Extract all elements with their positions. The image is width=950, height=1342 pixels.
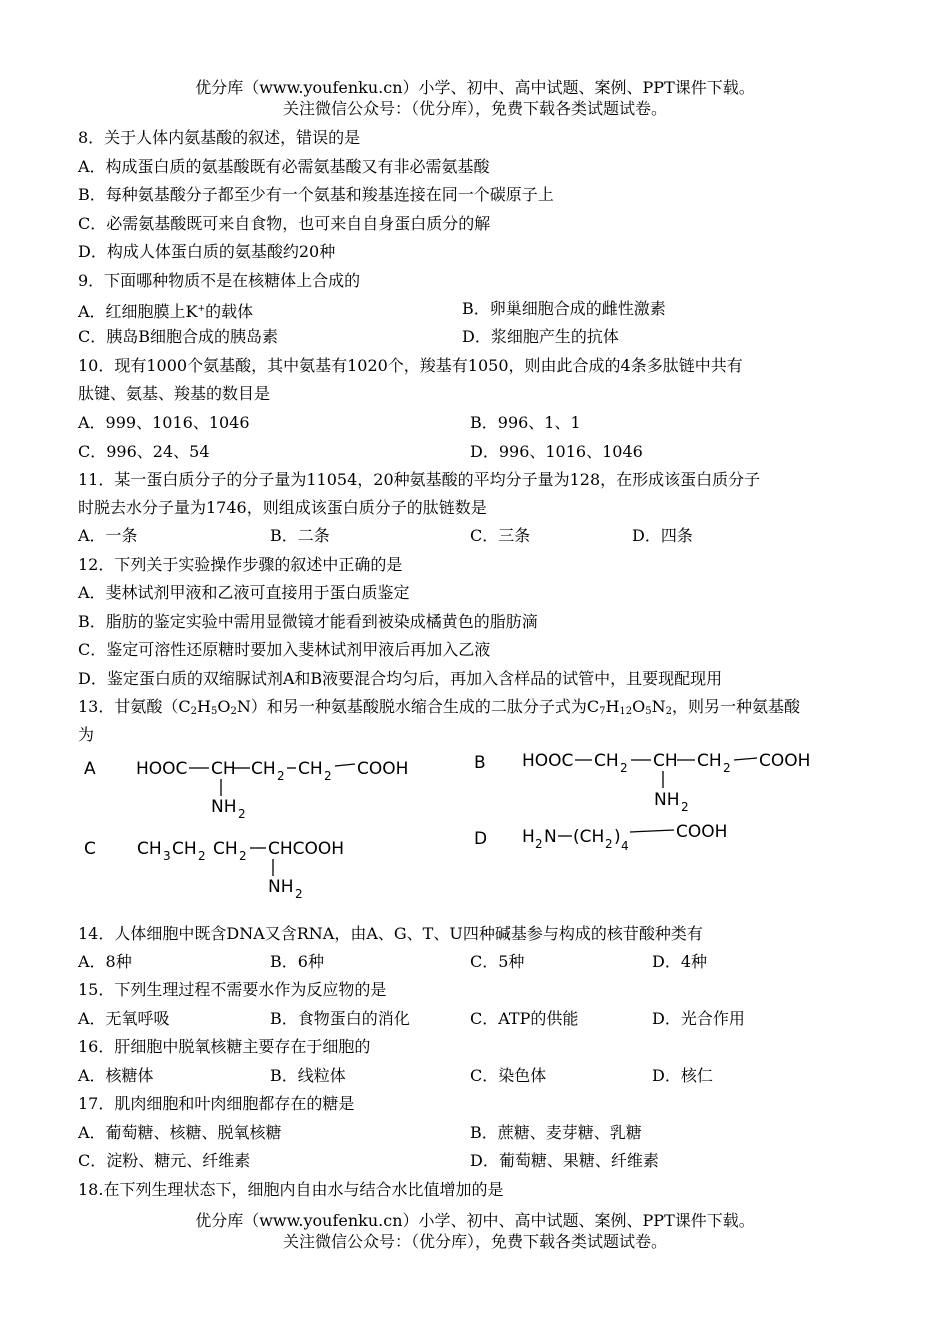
q13-c-ch2-2: CH — [213, 839, 238, 859]
q10-option-c: C．996、24、54 — [78, 442, 210, 461]
q10-option-b: B．996、1、1 — [470, 413, 581, 432]
q17-stem: 17．肌肉细胞和叶肉细胞都存在的糖是 — [78, 1094, 355, 1113]
q13-b-cooh: COOH — [759, 751, 811, 771]
q15-stem: 15．下列生理过程不需要水作为反应物的是 — [78, 980, 387, 999]
q12-stem: 12．下列关于实验操作步骤的叙述中正确的是 — [78, 555, 403, 574]
q8-option-b: B．每种氨基酸分子都至少有一个氨基和羧基连接在同一个碳原子上 — [78, 185, 554, 204]
q12-option-a: A．斐林试剂甲液和乙液可直接用于蛋白质鉴定 — [78, 583, 410, 602]
q10-option-a: A．999、1016、1046 — [78, 413, 250, 432]
footer-line-2: 关注微信公众号：（优分库），免费下载各类试题试卷。 — [282, 1232, 667, 1251]
q9-option-c: C．胰岛B细胞合成的胰岛素 — [78, 327, 279, 346]
q13-sub: 2 — [190, 706, 197, 717]
q13-c-sub-3: 3 — [163, 849, 171, 863]
q13-stem-part: ，则另一种氨基酸 — [672, 697, 801, 716]
q13-b-sub-1: 2 — [620, 761, 628, 775]
footer-line-1: 优分库（www.youfenku.cn）小学、初中、高中试题、案例、PPT课件下载。 — [195, 1211, 755, 1230]
q13-a-ch2-2: CH — [298, 759, 323, 779]
q13-b-ch2-2: CH — [697, 751, 722, 771]
q13-label-d: D — [474, 829, 488, 849]
q13-d-cooh: COOH — [676, 822, 728, 842]
q9-stem: 9．下面哪种物质不是在核糖体上合成的 — [78, 271, 361, 290]
q13-sub: 7 — [599, 706, 606, 717]
q11-stem-1: 11．某一蛋白质分子的分子量为11054，20种氨基酸的平均分子量为128，在形成该蛋白质分子 — [78, 470, 761, 489]
q8-option-c: C．必需氨基酸既可来自食物，也可来自自身蛋白质分的解 — [78, 214, 491, 233]
q13-c-ch2-1: CH — [172, 839, 197, 859]
q10-stem-1: 10．现有1000个氨基酸，其中氨基有1020个，羧基有1050，则由此合成的4条多肽链中共有 — [78, 356, 743, 375]
q14-option-d: D．4种 — [652, 952, 708, 971]
q13-d-paren: (CH — [573, 827, 605, 847]
q13-sub: 5 — [645, 706, 652, 717]
q13-stem-part: H — [605, 697, 620, 716]
q13-a-hooc: HOOC — [136, 759, 188, 779]
q11-option-c: C．三条 — [470, 526, 531, 545]
q13-stem-part: N）和另一种氨基酸脱水缩合生成的二肽分子式为C — [236, 697, 600, 716]
q13-d-sub-4: 4 — [621, 839, 629, 853]
q13-c-sub-2: 2 — [239, 849, 247, 863]
q13-stem-part: H — [196, 697, 211, 716]
q13-a-sub-2: 2 — [324, 769, 332, 783]
q16-stem: 16．肝细胞中脱氧核糖主要存在于细胞的 — [78, 1037, 371, 1056]
q14-option-a: A．8种 — [78, 952, 132, 971]
q13-stem-part: N — [651, 697, 666, 716]
q13-b-nh: NH — [654, 790, 680, 810]
q13-a-ch: CH — [211, 759, 236, 779]
q16-option-d: D．核仁 — [652, 1066, 713, 1085]
q13-d-n: N — [544, 827, 557, 847]
q15-option-c: C．ATP的供能 — [470, 1009, 579, 1028]
q13-b-hooc: HOOC — [522, 751, 574, 771]
q13-stem-part: O — [632, 697, 646, 716]
q15-option-d: D．光合作用 — [652, 1009, 745, 1028]
q11-option-a: A．一条 — [78, 526, 138, 545]
q13-a-nh-sub: 2 — [238, 807, 246, 821]
q13-a-sub-1: 2 — [277, 769, 285, 783]
q12-option-c: C．鉴定可溶性还原糖时要加入斐林试剂甲液后再加入乙液 — [78, 640, 491, 659]
q13-a-cooh: COOH — [357, 759, 409, 779]
q13-c-ch3: CH — [137, 839, 162, 859]
q13-c-nh: NH — [268, 877, 294, 897]
q13-label-c: C — [84, 839, 96, 859]
q13-label-a: A — [84, 759, 96, 779]
q13-b-sub-2: 2 — [723, 761, 731, 775]
q17-option-b: B．蔗糖、麦芽糖、乳糖 — [470, 1123, 642, 1142]
q13-a-bond — [335, 764, 355, 766]
q13-stem-2: 为 — [78, 725, 95, 744]
q16-option-a: A．核糖体 — [78, 1066, 154, 1085]
q13-c-chcooh: CHCOOH — [268, 839, 345, 859]
q13-b-ch2-1: CH — [594, 751, 619, 771]
q13-sub: 5 — [210, 706, 218, 717]
q13-b-ch: CH — [653, 751, 678, 771]
q11-option-d: D．四条 — [632, 526, 693, 545]
q9-option-b: B．卵巢细胞合成的雌性激素 — [462, 299, 666, 318]
q13-a-ch2-1: CH — [251, 759, 276, 779]
q13-b-nh-sub: 2 — [681, 800, 689, 814]
q15-option-a: A．无氧呼吸 — [78, 1009, 170, 1028]
q13-sub: 2 — [230, 706, 237, 717]
q17-option-c: C．淀粉、糖元、纤维素 — [78, 1151, 251, 1170]
q13-d-h: H — [522, 827, 535, 847]
q16-option-c: C．染色体 — [470, 1066, 547, 1085]
q8-option-d: D．构成人体蛋白质的氨基酸约20种 — [78, 242, 336, 261]
q14-option-b: B．6种 — [270, 952, 324, 971]
q9-option-a-sup: + — [197, 304, 206, 314]
q12-option-b: B．脂肪的鉴定实验中需用显微镜才能看到被染成橘黄色的脂肪滴 — [78, 612, 538, 631]
q13-stem-part: 13．甘氨酸（C — [78, 697, 191, 716]
q9-option-a-tail: 的载体 — [205, 302, 254, 321]
q13-d-paren-sub: 2 — [605, 837, 613, 851]
q12-option-d: D．鉴定蛋白质的双缩脲试剂A和B液要混合均匀后，再加入含样品的试管中，且要现配现用 — [78, 669, 723, 688]
q8-stem: 8．关于人体内氨基酸的叙述，错误的是 — [78, 128, 361, 147]
q17-option-d: D．葡萄糖、果糖、纤维素 — [470, 1151, 659, 1170]
q15-option-b: B．食物蛋白的消化 — [270, 1009, 410, 1028]
q17-option-a: A．葡萄糖、核糖、脱氧核糖 — [78, 1123, 282, 1142]
q13-c-nh-sub: 2 — [295, 887, 303, 901]
q9-option-a-text: A．红细胞膜上K — [78, 302, 198, 321]
q18-stem: 18.在下列生理状态下，细胞内自由水与结合水比值增加的是 — [78, 1180, 504, 1199]
q16-option-b: B．线粒体 — [270, 1066, 346, 1085]
q10-stem-2: 肽键、氨基、羧基的数目是 — [78, 384, 271, 403]
q9-option-d: D．浆细胞产生的抗体 — [462, 327, 619, 346]
q8-option-a: A．构成蛋白质的氨基酸既有必需氨基酸又有非必需氨基酸 — [78, 157, 490, 176]
q13-sub: 12 — [619, 706, 633, 717]
q13-sub: 2 — [665, 706, 672, 717]
q11-stem-2: 时脱去水分子量为1746，则组成该蛋白质分子的肽链数是 — [78, 498, 487, 517]
q14-option-c: C．5种 — [470, 952, 525, 971]
q13-label-b: B — [474, 753, 486, 773]
q11-option-b: B．二条 — [270, 526, 330, 545]
q14-stem: 14．人体细胞中既含DNA又含RNA，由A、G、T、U四种碱基参与构成的核苷酸种类有 — [78, 924, 703, 943]
q13-b-bond — [734, 758, 757, 760]
q13-d-bond — [630, 830, 674, 832]
q13-stem-part: O — [217, 697, 231, 716]
header-line-2: 关注微信公众号：（优分库），免费下载各类试题试卷。 — [282, 99, 667, 118]
q13-a-nh: NH — [211, 797, 237, 817]
header-line-1: 优分库（www.youfenku.cn）小学、初中、高中试题、案例、PPT课件下载。 — [195, 78, 755, 97]
q10-option-d: D．996、1016、1046 — [470, 442, 643, 461]
q13-d-h-sub: 2 — [535, 837, 543, 851]
q13-d-close: ) — [614, 827, 621, 847]
q13-c-sub-1: 2 — [198, 849, 206, 863]
